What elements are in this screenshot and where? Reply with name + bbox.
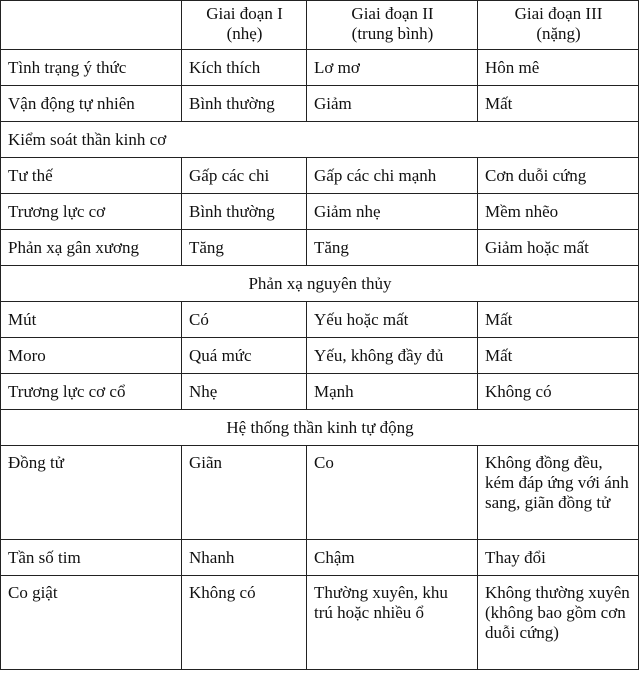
stage-2-value: Mạnh [307, 374, 478, 410]
section-row-neuromuscular [1, 122, 639, 158]
stage-1-value: Quá mức [182, 338, 307, 374]
table-row [1, 540, 639, 576]
stage-1-value: Tăng [182, 230, 307, 266]
table-row [1, 576, 639, 670]
table-row [1, 86, 639, 122]
header-stage-3 [478, 1, 639, 50]
section-row-primitive-reflexes [1, 266, 639, 302]
header-stage-1-severity: (nhẹ) [226, 24, 263, 43]
stage-1-value: Gấp các chi [182, 158, 307, 194]
header-stage-2-severity: (trung bình) [351, 24, 434, 43]
table-row [1, 158, 639, 194]
stage-2-value: Giảm [307, 86, 478, 122]
table-row [1, 230, 639, 266]
header-stage-2-title: Giai đoạn II [351, 4, 434, 23]
section-title: Hệ thống thần kinh tự động [1, 410, 639, 446]
row-label: Tư thế [1, 158, 182, 194]
section-title: Kiểm soát thần kinh cơ [1, 122, 639, 158]
row-label: Trương lực cơ [1, 194, 182, 230]
header-stage-2 [307, 1, 478, 50]
row-label: Vận động tự nhiên [1, 86, 182, 122]
header-stage-1 [182, 1, 307, 50]
stage-3-value: Cơn duỗi cứng [478, 158, 639, 194]
section-row-autonomic [1, 410, 639, 446]
stage-3-value: Hôn mê [478, 50, 639, 86]
stage-2-value: Yếu hoặc mất [307, 302, 478, 338]
row-label: Mút [1, 302, 182, 338]
stage-3-value: Mềm nhẽo [478, 194, 639, 230]
stage-2-value: Chậm [307, 540, 478, 576]
table-row [1, 446, 639, 540]
row-label: Co giật [1, 576, 182, 670]
stage-3-value: Thay đổi [478, 540, 639, 576]
table-row [1, 374, 639, 410]
stage-3-value: Mất [478, 302, 639, 338]
table-row [1, 338, 639, 374]
stage-3-value: Mất [478, 338, 639, 374]
stage-2-value: Yếu, không đầy đủ [307, 338, 478, 374]
header-stage-3-title: Giai đoạn III [514, 4, 603, 23]
table-row [1, 194, 639, 230]
stage-3-value: Không có [478, 374, 639, 410]
stage-2-value: Co [307, 446, 478, 540]
row-label: Tần số tim [1, 540, 182, 576]
stage-1-value: Bình thường [182, 194, 307, 230]
header-blank-cell [1, 1, 182, 50]
stage-3-value: Không thường xuyên (không bao gồm cơn duỗi cứng) [478, 576, 639, 670]
stage-2-value: Giảm nhẹ [307, 194, 478, 230]
header-stage-3-severity: (nặng) [536, 24, 581, 43]
stage-1-value: Bình thường [182, 86, 307, 122]
stage-3-value: Không đồng đều, kém đáp ứng với ánh sang, giãn đồng tử [478, 446, 639, 540]
table-row [1, 50, 639, 86]
row-label: Trương lực cơ cổ [1, 374, 182, 410]
stage-1-value: Giãn [182, 446, 307, 540]
section-title: Phản xạ nguyên thủy [1, 266, 639, 302]
stage-2-value: Thường xuyên, khu trú hoặc nhiều ổ [307, 576, 478, 670]
stage-2-value: Tăng [307, 230, 478, 266]
stage-1-value: Kích thích [182, 50, 307, 86]
stage-1-value: Nhẹ [182, 374, 307, 410]
stage-3-value: Mất [478, 86, 639, 122]
stage-2-value: Lơ mơ [307, 50, 478, 86]
stage-1-value: Có [182, 302, 307, 338]
row-label: Tình trạng ý thức [1, 50, 182, 86]
table-row [1, 302, 639, 338]
stage-1-value: Nhanh [182, 540, 307, 576]
stage-2-value: Gấp các chi mạnh [307, 158, 478, 194]
stage-3-value: Giảm hoặc mất [478, 230, 639, 266]
stage-1-value: Không có [182, 576, 307, 670]
row-label: Đồng tử [1, 446, 182, 540]
header-stage-1-title: Giai đoạn I [206, 4, 283, 23]
row-label: Moro [1, 338, 182, 374]
row-label: Phản xạ gân xương [1, 230, 182, 266]
header-row [1, 1, 639, 50]
